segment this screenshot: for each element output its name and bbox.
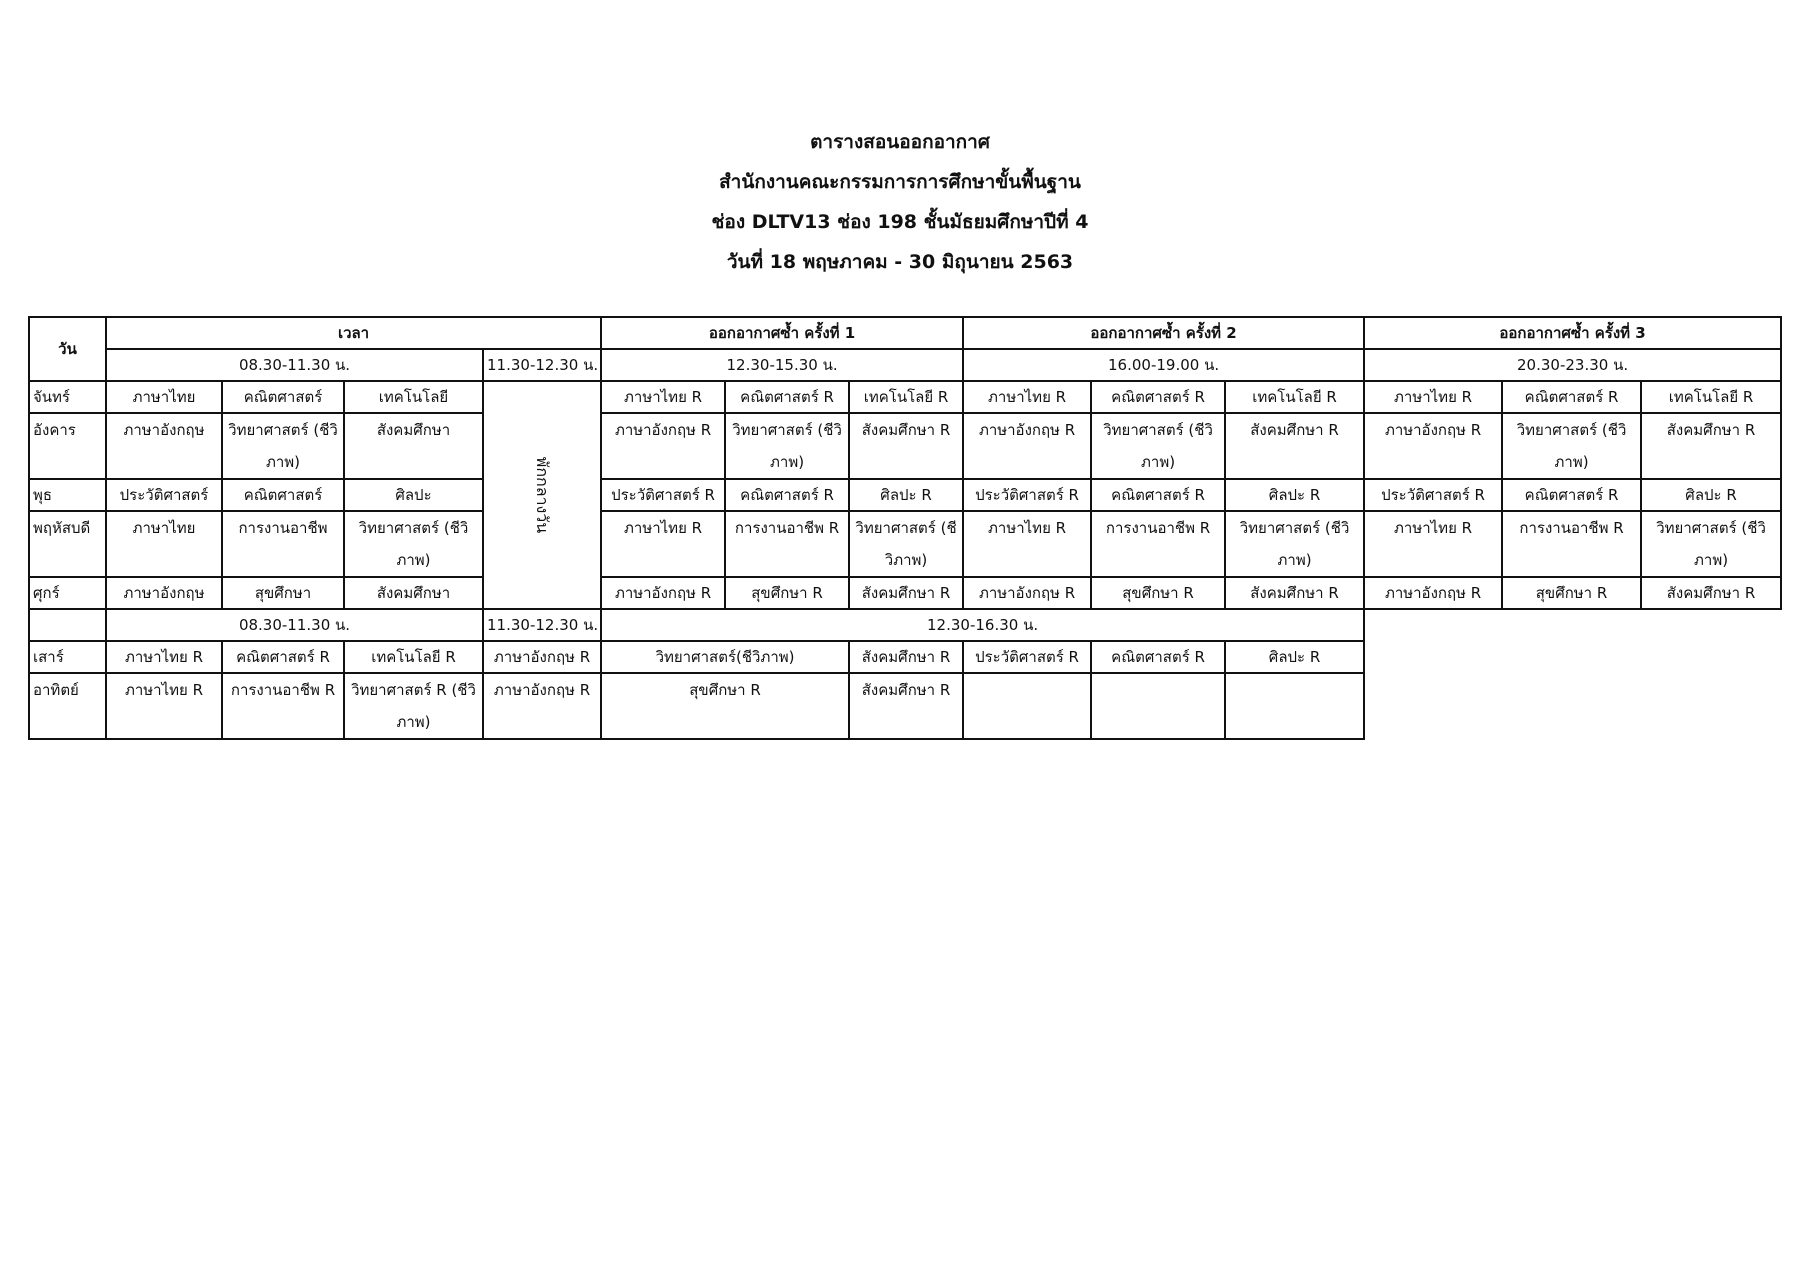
subject-cell [1091, 673, 1225, 739]
subject-cell: ภาษาไทย R [1364, 381, 1502, 413]
subject-cell: คณิตศาสตร์ R [725, 479, 849, 511]
subject-cell: การงานอาชีพ R [725, 511, 849, 577]
subject-cell: ภาษาไทย R [601, 511, 725, 577]
broadcast-schedule-table [28, 316, 1782, 740]
subject-cell: สังคมศึกษา R [849, 673, 963, 739]
weekend-day-blank [29, 609, 106, 641]
subject-cell: วิทยาศาสตร์ (ชีวิภาพ) [1225, 511, 1364, 577]
subject-cell: ภาษาไทย R [963, 511, 1091, 577]
subject-cell: เทคโนโลยี R [1225, 381, 1364, 413]
subject-cell: เทคโนโลยี [344, 381, 483, 413]
subject-cell: สังคมศึกษา [344, 577, 483, 609]
subject-cell [1225, 673, 1364, 739]
lunch-break-label: พักกลางวัน [533, 456, 553, 534]
day-cell: จันทร์ [29, 381, 106, 413]
subject-cell: ภาษาอังกฤษ R [483, 641, 601, 673]
subject-cell: คณิตศาสตร์ R [1502, 479, 1641, 511]
rerun-3-time-slot: 20.30-23.30 น. [1364, 349, 1781, 381]
empty-area [1364, 673, 1781, 739]
rerun-1-header: ออกอากาศซ้ำ ครั้งที่ 1 [601, 317, 963, 349]
lunch-break-cell [483, 381, 601, 609]
subject-cell: วิทยาศาสตร์ (ชีวิภาพ) [725, 413, 849, 479]
subject-cell: ศิลปะ R [1225, 479, 1364, 511]
subject-cell: วิทยาศาสตร์ (ชีวิภาพ) [849, 511, 963, 577]
subject-cell: ศิลปะ R [849, 479, 963, 511]
subject-cell: วิทยาศาสตร์ (ชีวิภาพ) [1502, 413, 1641, 479]
day-cell: เสาร์ [29, 641, 106, 673]
weekday-row-thursday [29, 511, 1781, 577]
weekend-row-sunday [29, 673, 1781, 739]
subject-cell: เทคโนโลยี R [1641, 381, 1781, 413]
subject-cell: ศิลปะ R [1225, 641, 1364, 673]
subject-cell: วิทยาศาสตร์ (ชีวิภาพ) [344, 511, 483, 577]
subject-cell: ศิลปะ R [1641, 479, 1781, 511]
subject-cell: สังคมศึกษา R [849, 577, 963, 609]
subject-cell: สังคมศึกษา [344, 413, 483, 479]
lunch-time-slot: 11.30-12.30 น. [483, 349, 601, 381]
subject-cell: สังคมศึกษา R [849, 641, 963, 673]
day-header: วัน [29, 317, 106, 381]
subject-cell: ภาษาไทย R [963, 381, 1091, 413]
subject-cell: วิทยาศาสตร์ (ชีวิภาพ) [1091, 413, 1225, 479]
subject-cell: สังคมศึกษา R [1641, 413, 1781, 479]
day-cell: พุธ [29, 479, 106, 511]
subject-cell: ภาษาอังกฤษ R [963, 577, 1091, 609]
weekday-row-tuesday [29, 413, 1781, 479]
subject-cell: ภาษาไทย R [601, 381, 725, 413]
subject-cell: สุขศึกษา [222, 577, 344, 609]
rerun-1-time-slot: 12.30-15.30 น. [601, 349, 963, 381]
subject-cell: ภาษาอังกฤษ [106, 413, 222, 479]
subject-cell: คณิตศาสตร์ R [1502, 381, 1641, 413]
weekend-lunch-time-slot: 11.30-12.30 น. [483, 609, 601, 641]
subject-cell: วิทยาศาสตร์ R (ชีวิภาพ) [344, 673, 483, 739]
subject-cell: ภาษาอังกฤษ [106, 577, 222, 609]
weekend-main-time-slot: 08.30-11.30 น. [106, 609, 483, 641]
subject-cell: สุขศึกษา R [1091, 577, 1225, 609]
subject-cell: วิทยาศาสตร์ (ชีวิภาพ) [222, 413, 344, 479]
header-row-2 [29, 349, 1781, 381]
subject-cell: ภาษาไทย R [1364, 511, 1502, 577]
day-cell: พฤหัสบดี [29, 511, 106, 577]
subject-cell: ประวัติศาสตร์ [106, 479, 222, 511]
subject-cell: คณิตศาสตร์ [222, 381, 344, 413]
subject-cell: ประวัติศาสตร์ R [963, 641, 1091, 673]
weekday-row-friday [29, 577, 1781, 609]
subject-cell: ประวัติศาสตร์ R [601, 479, 725, 511]
title-line-4: วันที่ 18 พฤษภาคม - 30 มิถุนายน 2563 [726, 251, 1074, 273]
empty-area [1364, 609, 1781, 641]
subject-cell: สุขศึกษา R [1502, 577, 1641, 609]
rerun-2-header: ออกอากาศซ้ำ ครั้งที่ 2 [963, 317, 1364, 349]
weekend-row-saturday [29, 641, 1781, 673]
title-line-2: สำนักงานคณะกรรมการการศึกษาขั้นพื้นฐาน [719, 171, 1081, 193]
subject-cell: ภาษาไทย [106, 381, 222, 413]
day-cell: ศุกร์ [29, 577, 106, 609]
subject-cell: ภาษาอังกฤษ R [963, 413, 1091, 479]
empty-area [1364, 641, 1781, 673]
subject-cell [963, 673, 1091, 739]
weekend-afternoon-time-slot: 12.30-16.30 น. [601, 609, 1364, 641]
subject-cell: การงานอาชีพ [222, 511, 344, 577]
document-title [0, 122, 1800, 282]
subject-cell: ภาษาอังกฤษ R [601, 413, 725, 479]
subject-cell: สังคมศึกษา R [1641, 577, 1781, 609]
weekday-row-wednesday [29, 479, 1781, 511]
subject-cell: วิทยาศาสตร์ (ชีวิภาพ) [1641, 511, 1781, 577]
subject-cell: คณิตศาสตร์ R [1091, 641, 1225, 673]
title-line-1: ตารางสอนออกอากาศ [810, 131, 990, 153]
subject-cell: วิทยาศาสตร์(ชีวิภาพ) [601, 641, 849, 673]
subject-cell: การงานอาชีพ R [1502, 511, 1641, 577]
subject-cell: สุขศึกษา R [601, 673, 849, 739]
subject-cell: การงานอาชีพ R [222, 673, 344, 739]
subject-cell: ภาษาไทย R [106, 673, 222, 739]
subject-cell: การงานอาชีพ R [1091, 511, 1225, 577]
subject-cell: คณิตศาสตร์ R [725, 381, 849, 413]
weekday-row-monday [29, 381, 1781, 413]
subject-cell: ภาษาไทย R [106, 641, 222, 673]
subject-cell: ประวัติศาสตร์ R [963, 479, 1091, 511]
subject-cell: ภาษาอังกฤษ R [483, 673, 601, 739]
day-cell: อังคาร [29, 413, 106, 479]
time-header: เวลา [106, 317, 601, 349]
subject-cell: ศิลปะ [344, 479, 483, 511]
weekend-header-row [29, 609, 1781, 641]
rerun-3-header: ออกอากาศซ้ำ ครั้งที่ 3 [1364, 317, 1781, 349]
subject-cell: คณิตศาสตร์ R [1091, 479, 1225, 511]
subject-cell: ภาษาอังกฤษ R [1364, 413, 1502, 479]
subject-cell: สังคมศึกษา R [849, 413, 963, 479]
main-time-slot: 08.30-11.30 น. [106, 349, 483, 381]
rerun-2-time-slot: 16.00-19.00 น. [963, 349, 1364, 381]
subject-cell: เทคโนโลยี R [344, 641, 483, 673]
subject-cell: ประวัติศาสตร์ R [1364, 479, 1502, 511]
subject-cell: คณิตศาสตร์ R [1091, 381, 1225, 413]
subject-cell: คณิตศาสตร์ R [222, 641, 344, 673]
subject-cell: ภาษาไทย [106, 511, 222, 577]
subject-cell: ภาษาอังกฤษ R [1364, 577, 1502, 609]
subject-cell: คณิตศาสตร์ [222, 479, 344, 511]
header-row-1 [29, 317, 1781, 349]
subject-cell: สุขศึกษา R [725, 577, 849, 609]
subject-cell: เทคโนโลยี R [849, 381, 963, 413]
day-cell: อาทิตย์ [29, 673, 106, 739]
subject-cell: ภาษาอังกฤษ R [601, 577, 725, 609]
subject-cell: สังคมศึกษา R [1225, 577, 1364, 609]
subject-cell: สังคมศึกษา R [1225, 413, 1364, 479]
title-line-3: ช่อง DLTV13 ช่อง 198 ชั้นมัธยมศึกษาปีที่ 4 [711, 211, 1089, 233]
